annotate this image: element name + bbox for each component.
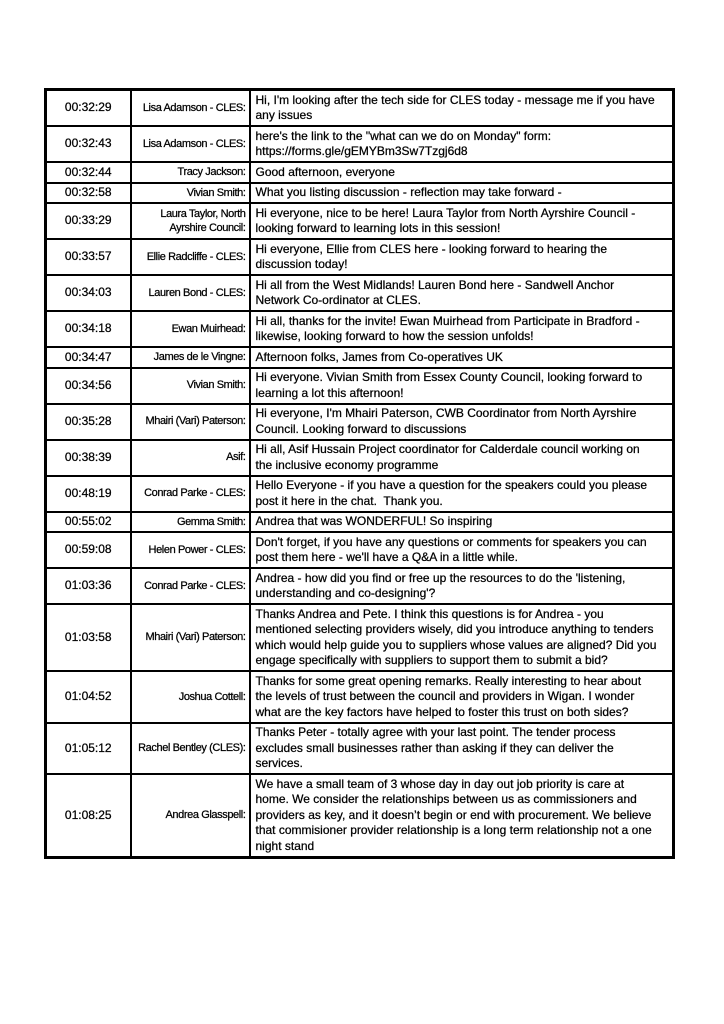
- table-row: [46, 183, 674, 204]
- timestamp-cell: 01:08:25: [46, 774, 131, 857]
- table-row: [46, 723, 674, 775]
- table-row: [46, 532, 674, 568]
- timestamp-cell: 00:34:18: [46, 311, 131, 347]
- table-row: [46, 368, 674, 404]
- timestamp-cell: 01:04:52: [46, 671, 131, 723]
- table-row: [46, 404, 674, 440]
- table-row: [46, 90, 674, 127]
- timestamp-cell: 01:05:12: [46, 723, 131, 775]
- table-row: [46, 671, 674, 723]
- table-row: [46, 203, 674, 239]
- timestamp-cell: 00:34:03: [46, 275, 131, 311]
- timestamp-cell: 00:59:08: [46, 532, 131, 568]
- message-cell: Thanks Peter - totally agree with your last point. The tender process excludes small businesses rather than asking if they can deliver the services.: [250, 723, 674, 775]
- speaker-cell: Ewan Muirhead:: [131, 311, 250, 347]
- table-row: [46, 162, 674, 183]
- message-cell: Hi everyone. Vivian Smith from Essex County Council, looking forward to learning a lot this afternoon!: [250, 368, 674, 404]
- message-cell: Hi everyone, nice to be here! Laura Taylor from North Ayrshire Council - looking forward to learning lots in this session!: [250, 203, 674, 239]
- timestamp-cell: 00:35:28: [46, 404, 131, 440]
- speaker-cell: Gemma Smith:: [131, 512, 250, 533]
- timestamp-cell: 00:33:57: [46, 239, 131, 275]
- timestamp-cell: 00:33:29: [46, 203, 131, 239]
- speaker-cell: Joshua Cottell:: [131, 671, 250, 723]
- table-row: [46, 275, 674, 311]
- timestamp-cell: 00:34:56: [46, 368, 131, 404]
- message-cell: Hello Everyone - if you have a question for the speakers could you please post it here in the chat. Thank you.: [250, 476, 674, 512]
- speaker-cell: James de le Vingne:: [131, 347, 250, 368]
- table-row: [46, 604, 674, 671]
- speaker-cell: Vivian Smith:: [131, 183, 250, 204]
- speaker-cell: Helen Power - CLES:: [131, 532, 250, 568]
- timestamp-cell: 00:55:02: [46, 512, 131, 533]
- table-row: [46, 311, 674, 347]
- speaker-cell: Andrea Glasspell:: [131, 774, 250, 857]
- speaker-cell: Ellie Radcliffe - CLES:: [131, 239, 250, 275]
- speaker-cell: Lisa Adamson - CLES:: [131, 126, 250, 162]
- speaker-cell: Vivian Smith:: [131, 368, 250, 404]
- chat-transcript-table: [44, 88, 675, 859]
- message-cell: Hi all, thanks for the invite! Ewan Muirhead from Participate in Bradford - likewise, looking forward to how the session unfolds!: [250, 311, 674, 347]
- message-cell: Hi all from the West Midlands! Lauren Bond here - Sandwell Anchor Network Co-ordinator at CLES.: [250, 275, 674, 311]
- timestamp-cell: 01:03:58: [46, 604, 131, 671]
- message-cell: Afternoon folks, James from Co-operatives UK: [250, 347, 674, 368]
- message-cell: Thanks Andrea and Pete. I think this questions is for Andrea - you mentioned selecting providers wisely, did you introduce anything to tenders which would help guide you to suppliers whose values are aligned? Did you engage specifically with suppliers to support them to submit a bid?: [250, 604, 674, 671]
- table-row: [46, 568, 674, 604]
- table-row: [46, 239, 674, 275]
- timestamp-cell: 00:32:44: [46, 162, 131, 183]
- timestamp-cell: 00:34:47: [46, 347, 131, 368]
- speaker-cell: Laura Taylor, North Ayrshire Council:: [131, 203, 250, 239]
- speaker-cell: Lauren Bond - CLES:: [131, 275, 250, 311]
- speaker-cell: Lisa Adamson - CLES:: [131, 90, 250, 127]
- message-cell: Hi everyone, I'm Mhairi Paterson, CWB Coordinator from North Ayrshire Council. Looking forward to discussions: [250, 404, 674, 440]
- message-cell: Hi all, Asif Hussain Project coordinator for Calderdale council working on the inclusive economy programme: [250, 440, 674, 476]
- timestamp-cell: 01:03:36: [46, 568, 131, 604]
- speaker-cell: Tracy Jackson:: [131, 162, 250, 183]
- speaker-cell: Mhairi (Vari) Paterson:: [131, 404, 250, 440]
- chat-rows: [46, 90, 674, 858]
- timestamp-cell: 00:32:58: [46, 183, 131, 204]
- table-row: [46, 126, 674, 162]
- speaker-cell: Conrad Parke - CLES:: [131, 476, 250, 512]
- timestamp-cell: 00:48:19: [46, 476, 131, 512]
- message-cell: What you listing discussion - reflection may take forward -: [250, 183, 674, 204]
- message-cell: Hi everyone, Ellie from CLES here - looking forward to hearing the discussion today!: [250, 239, 674, 275]
- message-cell: Good afternoon, everyone: [250, 162, 674, 183]
- timestamp-cell: 00:32:29: [46, 90, 131, 127]
- table-row: [46, 774, 674, 857]
- timestamp-cell: 00:38:39: [46, 440, 131, 476]
- message-cell: Andrea - how did you find or free up the resources to do the 'listening, understanding and co-designing'?: [250, 568, 674, 604]
- message-cell: Thanks for some great opening remarks. Really interesting to hear about the levels of trust between the council and providers in Wigan. I wonder what are the key factors have helped to foster this trust on both sides?: [250, 671, 674, 723]
- message-cell: We have a small team of 3 whose day in day out job priority is care at home. We consider the relationships between us as commissioners and providers as key, and it doesn’t begin or end with procurement. We believe that commisioner provider relationship is a long term relationship not a one night stand: [250, 774, 674, 857]
- speaker-cell: Conrad Parke - CLES:: [131, 568, 250, 604]
- message-cell: Don't forget, if you have any questions or comments for speakers you can post them here - we'll have a Q&A in a little while.: [250, 532, 674, 568]
- message-cell: Andrea that was WONDERFUL! So inspiring: [250, 512, 674, 533]
- table-row: [46, 347, 674, 368]
- speaker-cell: Mhairi (Vari) Paterson:: [131, 604, 250, 671]
- table-row: [46, 476, 674, 512]
- speaker-cell: Rachel Bentley (CLES):: [131, 723, 250, 775]
- message-cell: here's the link to the "what can we do on Monday" form: https://forms.gle/gEMYBm3Sw7Tzgj6d8: [250, 126, 674, 162]
- speaker-cell: Asif:: [131, 440, 250, 476]
- message-cell: Hi, I'm looking after the tech side for CLES today - message me if you have any issues: [250, 90, 674, 127]
- table-row: [46, 440, 674, 476]
- table-row: [46, 512, 674, 533]
- timestamp-cell: 00:32:43: [46, 126, 131, 162]
